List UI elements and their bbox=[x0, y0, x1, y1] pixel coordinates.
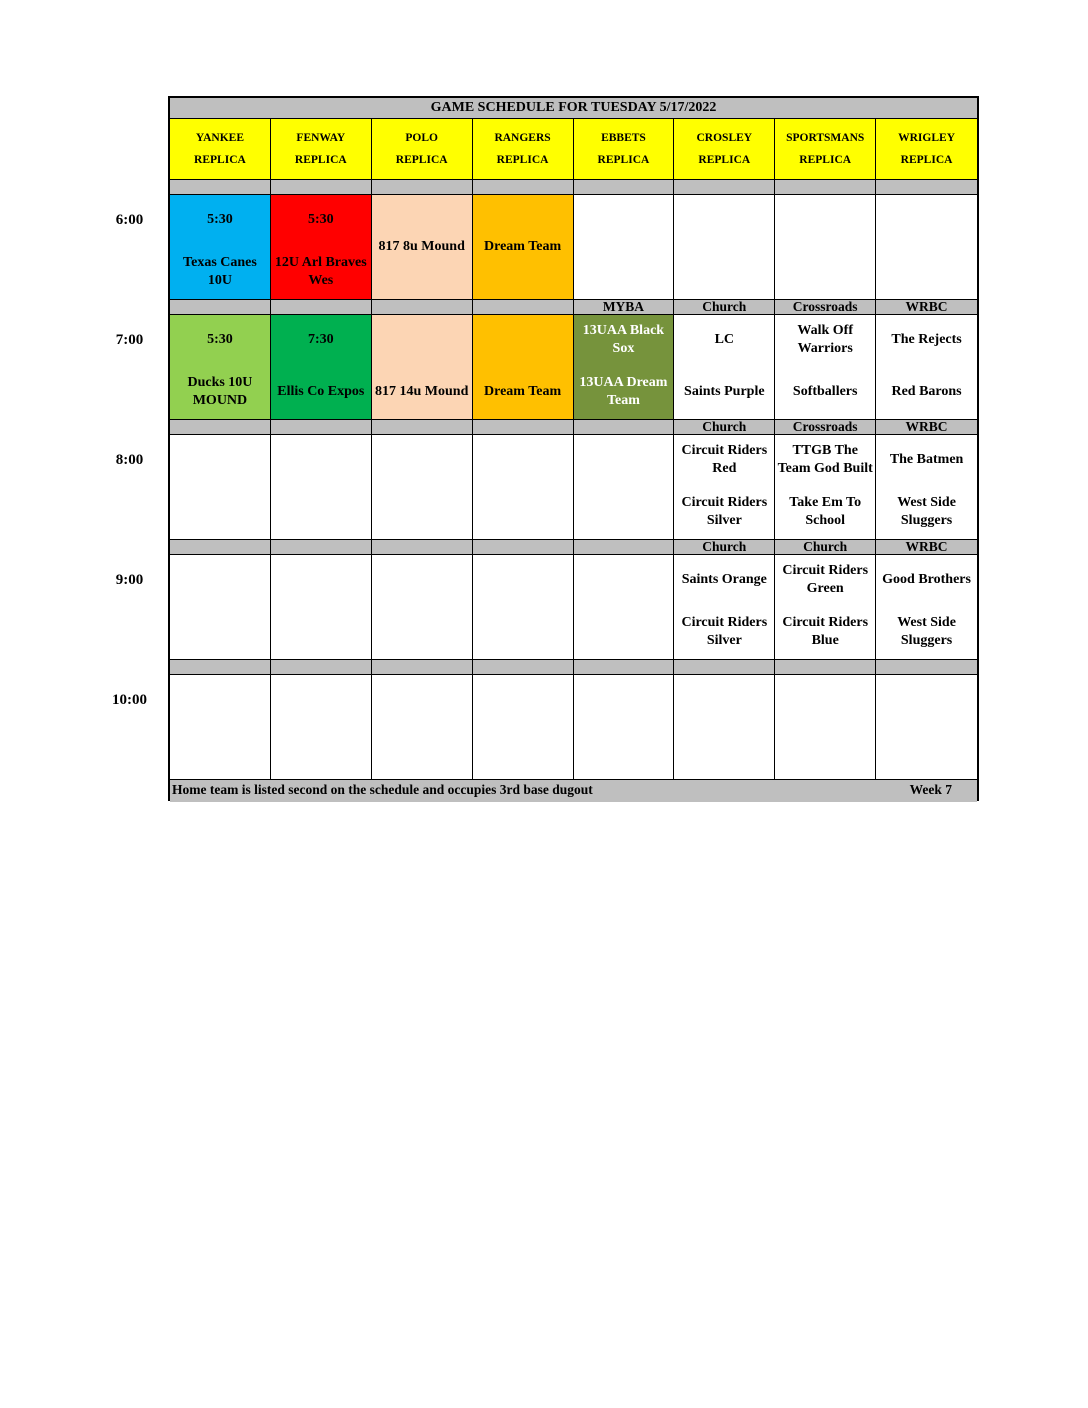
game-time-or-team: 5:30 bbox=[207, 212, 233, 227]
slot-separator bbox=[775, 180, 876, 195]
field-name: RANGERS bbox=[494, 132, 551, 144]
slot-separator: Crossroads bbox=[775, 420, 876, 435]
slot-separator bbox=[372, 300, 473, 315]
time-label: 7:00 bbox=[115, 332, 144, 348]
slot-separator bbox=[473, 540, 574, 555]
game-cell bbox=[372, 555, 473, 660]
game-cell bbox=[271, 555, 372, 660]
slot-separator bbox=[170, 660, 271, 675]
field-subtitle: REPLICA bbox=[294, 154, 347, 166]
game-time-or-team: 13UAA Black Sox bbox=[582, 323, 665, 356]
week-label: Week 7 bbox=[909, 782, 952, 797]
game-cell bbox=[574, 315, 675, 420]
game-time-or-team: 5:30 bbox=[207, 332, 233, 347]
slot-separator bbox=[170, 300, 271, 315]
team-name: Dream Team bbox=[484, 383, 562, 399]
game-cell bbox=[170, 675, 271, 780]
field-subtitle: REPLICA bbox=[194, 154, 246, 166]
game-cell bbox=[271, 195, 372, 300]
slot-separator bbox=[574, 540, 675, 555]
slot-separator bbox=[574, 420, 675, 435]
game-time-or-team: Walk Off Warriors bbox=[797, 323, 853, 356]
field-subtitle: REPLICA bbox=[597, 154, 650, 166]
game-schedule-table bbox=[168, 96, 979, 801]
game-time-or-team: Circuit Riders Red bbox=[681, 443, 768, 476]
game-cell bbox=[574, 195, 675, 300]
field-name: CROSLEY bbox=[696, 132, 753, 144]
field-subtitle: REPLICA bbox=[395, 154, 448, 166]
game-time-or-team: The Batmen bbox=[889, 452, 964, 467]
game-time-or-team: TTGB The Team God Built bbox=[777, 443, 873, 476]
game-cell bbox=[876, 675, 977, 780]
team-name: Red Barons bbox=[891, 383, 962, 399]
slot-separator bbox=[775, 660, 876, 675]
team-name: Saints Purple bbox=[684, 383, 765, 399]
field-header bbox=[473, 119, 574, 180]
game-cell bbox=[674, 195, 775, 300]
slot-separator bbox=[170, 180, 271, 195]
game-time-or-team: 5:30 bbox=[307, 212, 334, 227]
game-cell bbox=[372, 675, 473, 780]
field-header bbox=[775, 119, 876, 180]
slot-separator bbox=[170, 540, 271, 555]
game-cell bbox=[674, 675, 775, 780]
field-header bbox=[674, 119, 775, 180]
game-cell bbox=[473, 315, 574, 420]
game-time-or-team: LC bbox=[714, 332, 735, 347]
game-cell bbox=[775, 555, 876, 660]
team-name: Ducks 10U MOUND bbox=[187, 374, 253, 408]
team-name: 13UAA Dream Team bbox=[579, 374, 668, 408]
game-cell bbox=[271, 675, 372, 780]
slot-separator bbox=[473, 660, 574, 675]
team-name: Circuit Riders Blue bbox=[782, 614, 869, 648]
slot-separator bbox=[674, 180, 775, 195]
slot-separator: Church bbox=[674, 300, 775, 315]
slot-separator: WRBC bbox=[876, 540, 977, 555]
slot-separator: WRBC bbox=[876, 300, 977, 315]
footer-note: Home team is listed second on the schedule and occupies 3rd base dugout bbox=[172, 782, 593, 797]
game-cell bbox=[473, 555, 574, 660]
slot-separator: WRBC bbox=[876, 420, 977, 435]
game-time-or-team: 7:30 bbox=[307, 332, 334, 347]
team-name: 817 14u Mound bbox=[375, 383, 469, 399]
game-cell bbox=[372, 435, 473, 540]
time-label: 8:00 bbox=[115, 452, 144, 468]
game-cell bbox=[775, 435, 876, 540]
team-name: West Side Sluggers bbox=[897, 494, 956, 528]
game-cell bbox=[372, 195, 473, 300]
field-subtitle: REPLICA bbox=[698, 154, 751, 166]
slot-separator bbox=[674, 660, 775, 675]
slot-separator bbox=[271, 540, 372, 555]
team-name: West Side Sluggers bbox=[897, 614, 956, 648]
slot-separator: Church bbox=[674, 540, 775, 555]
team-name: Dream Team bbox=[484, 239, 562, 254]
game-cell bbox=[574, 435, 675, 540]
field-name: WRIGLEY bbox=[898, 132, 955, 144]
team-name: Texas Canes 10U bbox=[183, 254, 257, 288]
field-name: YANKEE bbox=[195, 132, 245, 144]
game-cell bbox=[170, 315, 271, 420]
field-name: EBBETS bbox=[601, 132, 646, 144]
game-cell bbox=[170, 435, 271, 540]
time-label: 10:00 bbox=[112, 692, 147, 708]
game-cell bbox=[775, 195, 876, 300]
field-header bbox=[271, 119, 372, 180]
slot-separator bbox=[876, 180, 977, 195]
game-cell bbox=[473, 675, 574, 780]
game-time-or-team: Saints Orange bbox=[681, 572, 767, 587]
team-name: Ellis Co Expos bbox=[277, 383, 365, 399]
game-time-or-team: The Rejects bbox=[891, 332, 962, 347]
slot-separator bbox=[372, 540, 473, 555]
slot-separator bbox=[574, 660, 675, 675]
field-name: FENWAY bbox=[296, 132, 346, 144]
slot-separator bbox=[271, 180, 372, 195]
slot-separator: Crossroads bbox=[775, 300, 876, 315]
slot-separator bbox=[372, 660, 473, 675]
schedule-title: GAME SCHEDULE FOR TUESDAY 5/17/2022 bbox=[170, 98, 977, 119]
slot-separator bbox=[372, 420, 473, 435]
game-cell bbox=[876, 315, 977, 420]
team-name: Take Em To School bbox=[789, 494, 862, 528]
slot-separator bbox=[170, 420, 271, 435]
slot-separator bbox=[271, 660, 372, 675]
slot-separator: MYBA bbox=[574, 300, 675, 315]
team-name: Circuit Riders Silver bbox=[681, 614, 768, 648]
slot-separator bbox=[271, 300, 372, 315]
game-cell bbox=[574, 555, 675, 660]
field-header bbox=[372, 119, 473, 180]
game-cell bbox=[271, 315, 372, 420]
slot-separator bbox=[473, 300, 574, 315]
game-cell bbox=[674, 435, 775, 540]
game-cell bbox=[473, 195, 574, 300]
game-cell bbox=[271, 435, 372, 540]
slot-separator bbox=[473, 420, 574, 435]
team-name: 12U Arl Braves Wes bbox=[274, 254, 367, 288]
field-header bbox=[170, 119, 271, 180]
game-time-or-team: Circuit Riders Green bbox=[782, 563, 869, 596]
game-cell bbox=[170, 555, 271, 660]
field-subtitle: REPLICA bbox=[900, 154, 953, 166]
slot-separator bbox=[876, 660, 977, 675]
game-cell bbox=[170, 195, 271, 300]
game-time-or-team: Good Brothers bbox=[882, 572, 971, 587]
slot-separator: Church bbox=[674, 420, 775, 435]
game-cell bbox=[473, 435, 574, 540]
slot-separator bbox=[574, 180, 675, 195]
game-cell bbox=[876, 555, 977, 660]
field-subtitle: REPLICA bbox=[799, 154, 852, 166]
field-header bbox=[876, 119, 977, 180]
slot-separator: Church bbox=[775, 540, 876, 555]
game-cell bbox=[775, 315, 876, 420]
team-name: 817 8u Mound bbox=[378, 239, 465, 254]
game-cell bbox=[775, 675, 876, 780]
field-name: POLO bbox=[405, 132, 438, 144]
field-name: SPORTSMANS bbox=[786, 132, 865, 144]
slot-separator bbox=[473, 180, 574, 195]
game-cell bbox=[372, 315, 473, 420]
field-subtitle: REPLICA bbox=[496, 154, 549, 166]
schedule-footer bbox=[170, 780, 977, 802]
game-cell bbox=[876, 195, 977, 300]
field-header bbox=[574, 119, 675, 180]
game-cell bbox=[674, 315, 775, 420]
slot-separator bbox=[372, 180, 473, 195]
time-label: 9:00 bbox=[115, 572, 144, 588]
game-cell bbox=[876, 435, 977, 540]
time-label: 6:00 bbox=[115, 212, 144, 228]
game-cell bbox=[574, 675, 675, 780]
team-name: Softballers bbox=[792, 383, 858, 399]
game-cell bbox=[674, 555, 775, 660]
team-name: Circuit Riders Silver bbox=[681, 494, 768, 528]
slot-separator bbox=[271, 420, 372, 435]
